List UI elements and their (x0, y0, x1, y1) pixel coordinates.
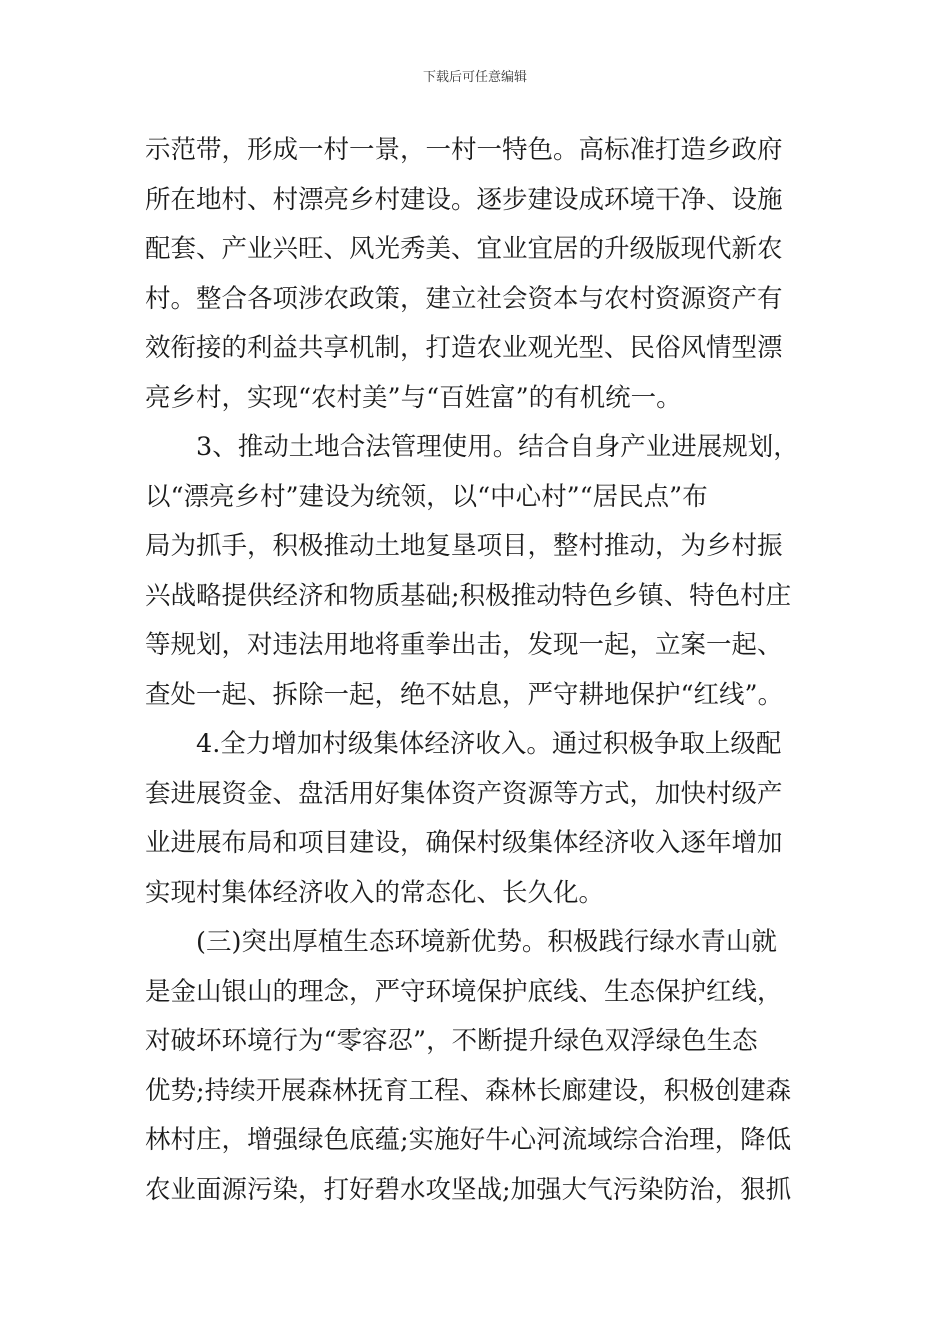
text-line-21: 林村庄，增强绿色底蕴;实施好牛心河流域综合治理，降低 (145, 1125, 792, 1155)
text-line-18: 是金山银山的理念，严守环境保护底线、生态保护红线， (145, 976, 783, 1007)
text-line-13: 4.全力增加村级集体经济收入。通过积极争取上级配 (196, 729, 782, 759)
text-line-16: 实现村集体经济收入的常态化、长久化。 (145, 877, 605, 908)
text-line-7: 3、推动土地合法管理使用。结合自身产业进展规划， (196, 432, 799, 462)
text-line-20: 优势;持续开展森林抚育工程、森林长廊建设，积极创建森 (145, 1075, 792, 1106)
text-line-2: 所在地村、村漂亮乡村建设。逐步建设成环境干净、设施 (145, 184, 783, 215)
text-line-22: 农业面源污染，打好碧水攻坚战;加强大气污染防治，狠抓 (145, 1174, 792, 1205)
text-line-10: 兴战略提供经济和物质基础;积极推动特色乡镇、特色村庄 (145, 580, 792, 611)
text-line-9: 局为抓手，积极推动土地复垦项目，整村推动，为乡村振 (145, 531, 783, 561)
text-line-4: 村。整合各项涉农政策，建立社会资本与农村资源资产有 (145, 283, 783, 314)
text-line-15: 业进展布局和项目建设，确保村级集体经济收入逐年增加 (145, 828, 783, 858)
text-line-11: 等规划，对违法用地将重拳出击，发现一起，立案一起、 (145, 630, 783, 660)
text-line-3: 配套、产业兴旺、风光秀美、宜业宜居的升级版现代新农 (145, 234, 783, 264)
page-header: 下载后可任意编辑 (422, 70, 527, 85)
text-line-17: (三)突出厚植生态环境新优势。积极践行绿水青山就 (196, 927, 777, 957)
document-body (145, 126, 807, 1215)
text-line-8: 以“漂亮乡村”建设为统领，以“中心村”“居民点”布 (145, 481, 708, 512)
text-line-5: 效衔接的利益共享机制，打造农业观光型、民俗风情型漂 (145, 333, 783, 363)
text-line-12: 查处一起、拆除一起，绝不姑息，严守耕地保护“红线”。 (145, 679, 784, 710)
text-line-14: 套进展资金、盘活用好集体资产资源等方式，加快村级产 (145, 778, 783, 809)
text-line-1: 示范带，形成一村一景，一村一特色。高标准打造乡政府 (145, 135, 783, 165)
text-line-19: 对破坏环境行为“零容忍”，不断提升绿色双浮绿色生态 (145, 1026, 758, 1056)
text-line-6: 亮乡村，实现“农村美”与“百姓富”的有机统一。 (145, 382, 682, 413)
